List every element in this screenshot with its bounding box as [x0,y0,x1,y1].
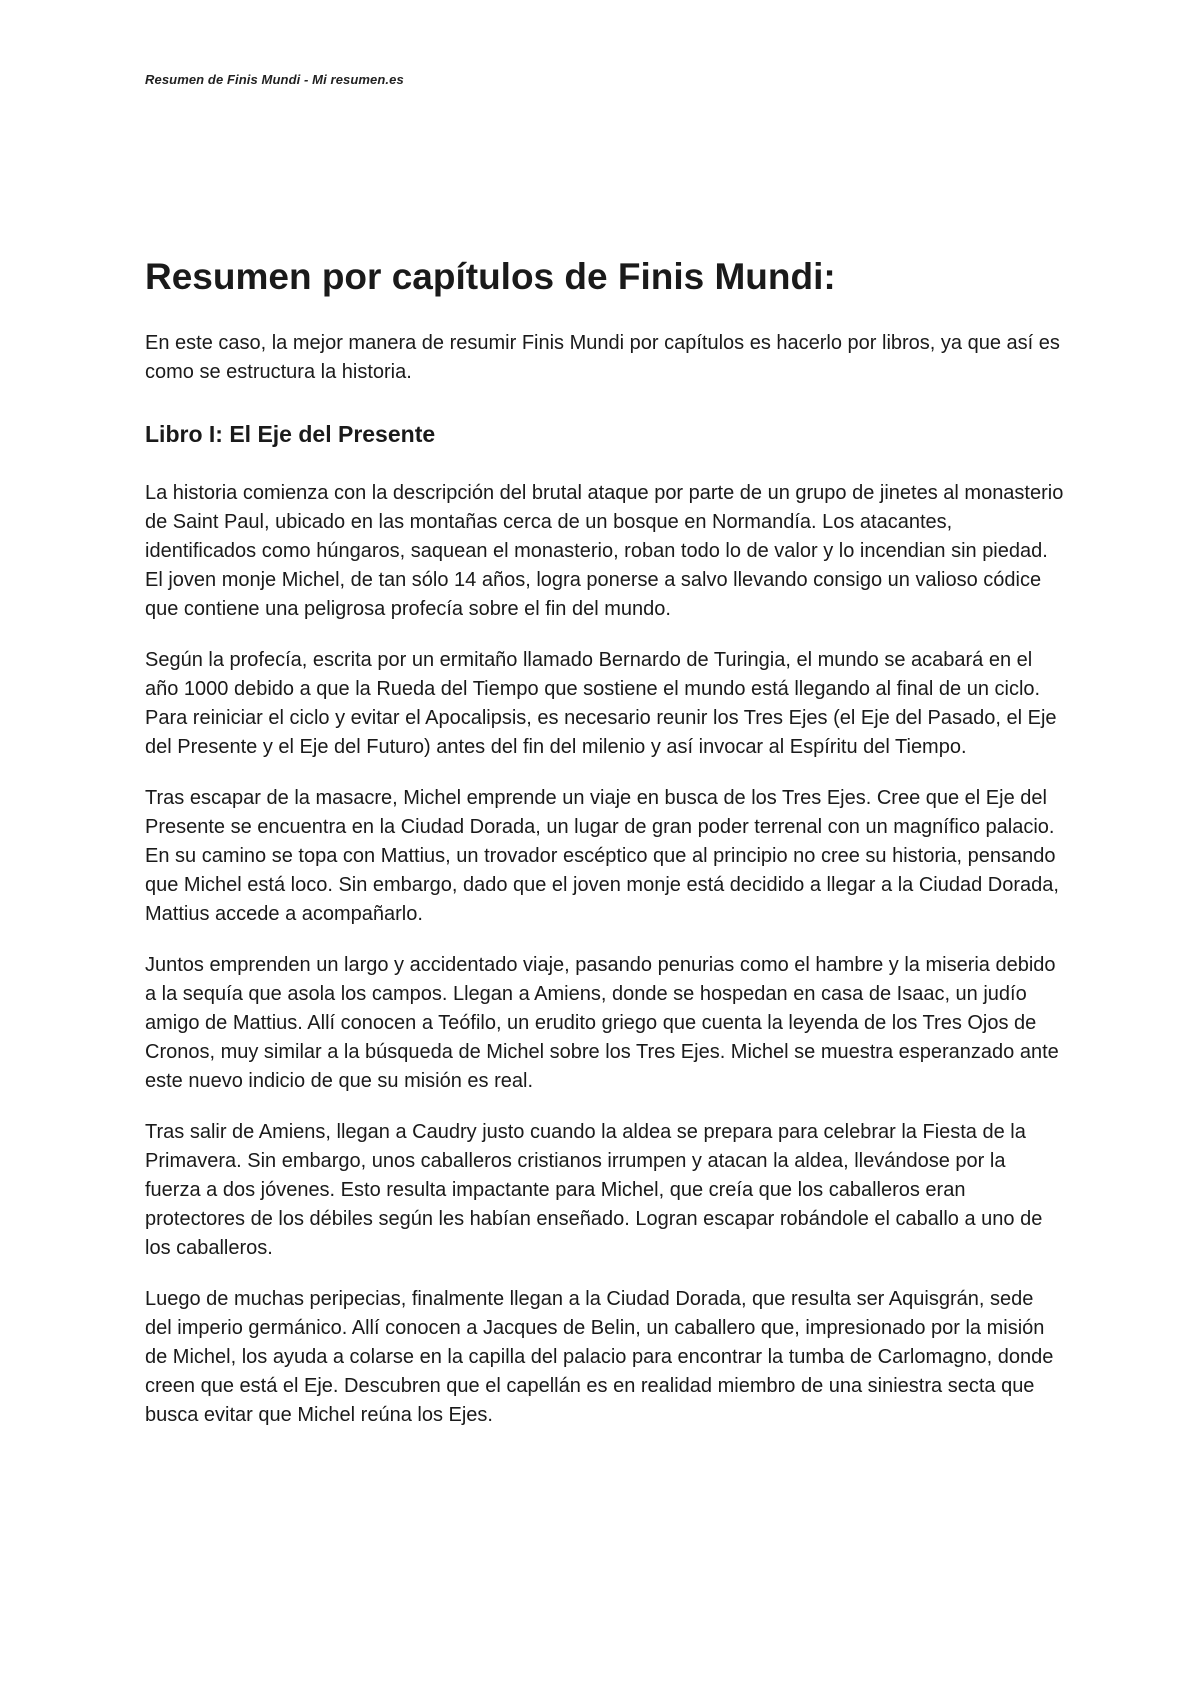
page-title: Resumen por capítulos de Finis Mundi: [145,256,836,297]
paragraph: Tras salir de Amiens, llegan a Caudry justo cuando la aldea se prepara para celebrar la Fiesta de la Primavera. Sin embargo, unos caballeros cristianos irrumpen y atacan la aldea, llevándose por la fuerza a dos jóvenes. Esto resulta impactante para Michel, que creía que los caballeros eran protectores de los débiles según les habían enseñado. Logran escapar robándole el caballo a uno de los caballeros. [145,1120,1043,1259]
paragraph: Luego de muchas peripecias, finalmente llegan a la Ciudad Dorada, que resulta ser Aquisgrán, sede del imperio germánico. Allí conocen a Jacques de Belin, un caballero que, impresionado por la misión de Michel, los ayuda a colarse en la capilla del palacio para encontrar la tumba de Carlomagno, donde creen que está el Eje. Descubren que el capellán es en realidad miembro de una siniestra secta que busca evitar que Michel reúna los Ejes. [145,1287,1054,1426]
paragraph: Tras escapar de la masacre, Michel emprende un viaje en busca de los Tres Ejes. Cree que el Eje del Presente se encuentra en la Ciudad Dorada, un lugar de gran poder terrenal con un magnífico palacio. En su camino se topa con Mattius, un trovador escéptico que al principio no cree su historia, pensando que Michel está loco. Sin embargo, dado que el joven monje está decidido a llegar a la Ciudad Dorada, Mattius accede a acompañarlo. [145,786,1059,925]
document-body [145,255,1065,1452]
intro-paragraph: En este caso, la mejor manera de resumir Finis Mundi por capítulos es hacerlo por libros, ya que así es como se estructura la historia. [145,332,1060,384]
section-heading: Libro I: El Eje del Presente [145,421,436,448]
paragraph: Juntos emprenden un largo y accidentado viaje, pasando penurias como el hambre y la miseria debido a la sequía que asola los campos. Llegan a Amiens, donde se hospedan en casa de Isaac, un judío amigo de Mattius. Allí conocen a Teófilo, un erudito griego que cuenta la leyenda de los Tres Ojos de Cronos, muy similar a la búsqueda de Michel sobre los Tres Ejes. Michel se muestra esperanzado ante este nuevo indicio de que su misión es real. [145,953,1059,1092]
running-header: Resumen de Finis Mundi - Mi resumen.es [145,72,404,87]
paragraph: La historia comienza con la descripción del brutal ataque por parte de un grupo de jinetes al monasterio de Saint Paul, ubicado en las montañas cerca de un bosque en Normandía. Los atacantes, identificados como húngaros, saquean el monasterio, roban todo lo de valor y lo incendian sin piedad. El joven monje Michel, de tan sólo 14 años, logra ponerse a salvo llevando consigo un valioso códice que contiene una peligrosa profecía sobre el fin del mundo. [145,481,1064,620]
paragraph: Según la profecía, escrita por un ermitaño llamado Bernardo de Turingia, el mundo se acabará en el año 1000 debido a que la Rueda del Tiempo que sostiene el mundo está llegando al final de un ciclo. Para reiniciar el ciclo y evitar el Apocalipsis, es necesario reunir los Tres Ejes (el Eje del Pasado, el Eje del Presente y el Eje del Futuro) antes del fin del milenio y así invocar al Espíritu del Tiempo. [145,648,1057,758]
